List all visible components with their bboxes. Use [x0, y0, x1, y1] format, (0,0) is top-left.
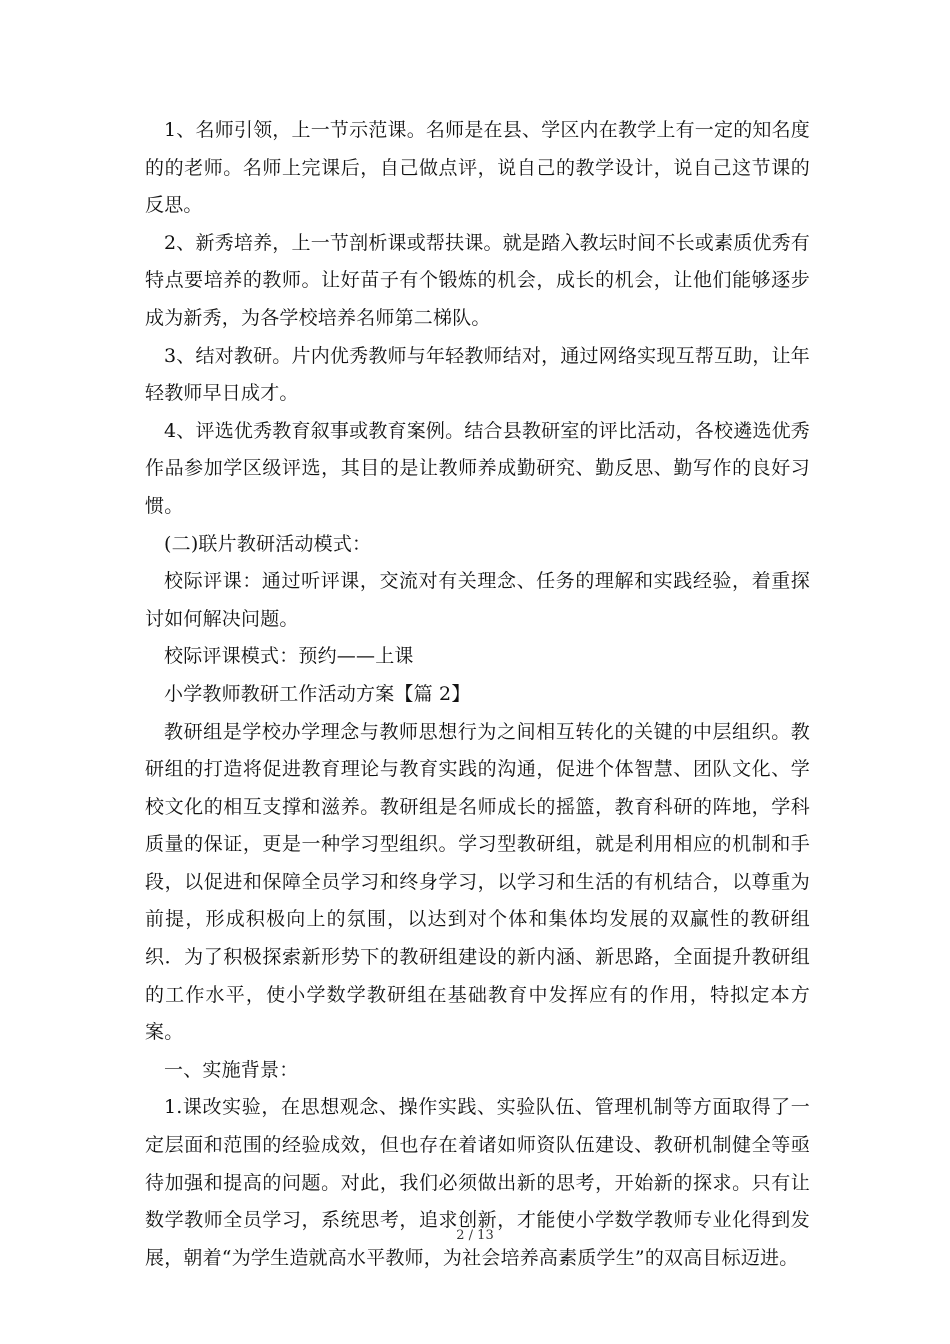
paragraph-4: 4、评选优秀教育叙事或教育案例。结合县教研室的评比活动，各校遴选优秀作品参加学区级评选，其目的是让教师养成勤研究、勤反思、勤写作的良好习惯。	[145, 419, 810, 517]
article-title-part-2: 小学教师教研工作活动方案【篇 2】	[164, 682, 471, 705]
page-number: 2 / 13	[456, 1228, 494, 1243]
paragraph-6: 校际评课模式：预约——上课	[164, 645, 414, 668]
paragraph-5: 校际评课：通过听评课，交流对有关理念、任务的理解和实践经验，着重探讨如何解决问题。	[145, 570, 810, 630]
paragraph-8: 1.课改实验，在思想观念、操作实践、实验队伍、管理机制等方面取得了一定层面和范围的经验成效，但也存在着诸如师资队伍建设、教研机制健全等亟待加强和提高的问题。对此，我们必须做出新的思考，开始新的探求。只有让数学教师全员学习，系统思考，追求创新，才能使小学数学教师专业化得到发展，朝着“为学生造就高水平教师，为社会培养高素质学生”的双高目标迈进。	[145, 1096, 810, 1269]
paragraph-2: 2、新秀培养，上一节剖析课或帮扶课。就是踏入教坛时间不长或素质优秀有特点要培养的教师。让好苗子有个锻炼的机会，成长的机会，让他们能够逐步成为新秀，为各学校培养名师第二梯队。	[145, 231, 810, 329]
section-heading-joint-research: (二)联片教研活动模式：	[164, 532, 372, 555]
paragraph-1: 1、名师引领，上一节示范课。名师是在县、学区内在教学上有一定的知名度的的老师。名师上完课后，自己做点评，说自己的教学设计，说自己这节课的反思。	[145, 119, 810, 217]
document-body	[145, 112, 810, 1277]
paragraph-3: 3、结对教研。片内优秀教师与年轻教师结对，通过网络实现互帮互助，让年轻教师早日成才。	[145, 344, 810, 405]
paragraph-7: 教研组是学校办学理念与教师思想行为之间相互转化的关键的中层组织。教研组的打造将促进教育理论与教育实践的沟通，促进个体智慧、团队文化、学校文化的相互支撑和滋养。教研组是名师成长的摇篮，教育科研的阵地，学科质量的保证，更是一种学习型组织。学习型教研组，就是利用相应的机制和手段，以促进和保障全员学习和终身学习，以学习和生活的有机结合，以尊重为前提，形成积极向上的氛围，以达到对个体和集体均发展的双赢性的教研组织．为了积极探索新形势下的教研组建设的新内涵、新思路，全面提升教研组的工作水平，使小学数学教研组在基础教育中发挥应有的作用，特拟定本方案。	[145, 720, 810, 1044]
section-heading-background: 一、实施背景：	[164, 1058, 299, 1081]
